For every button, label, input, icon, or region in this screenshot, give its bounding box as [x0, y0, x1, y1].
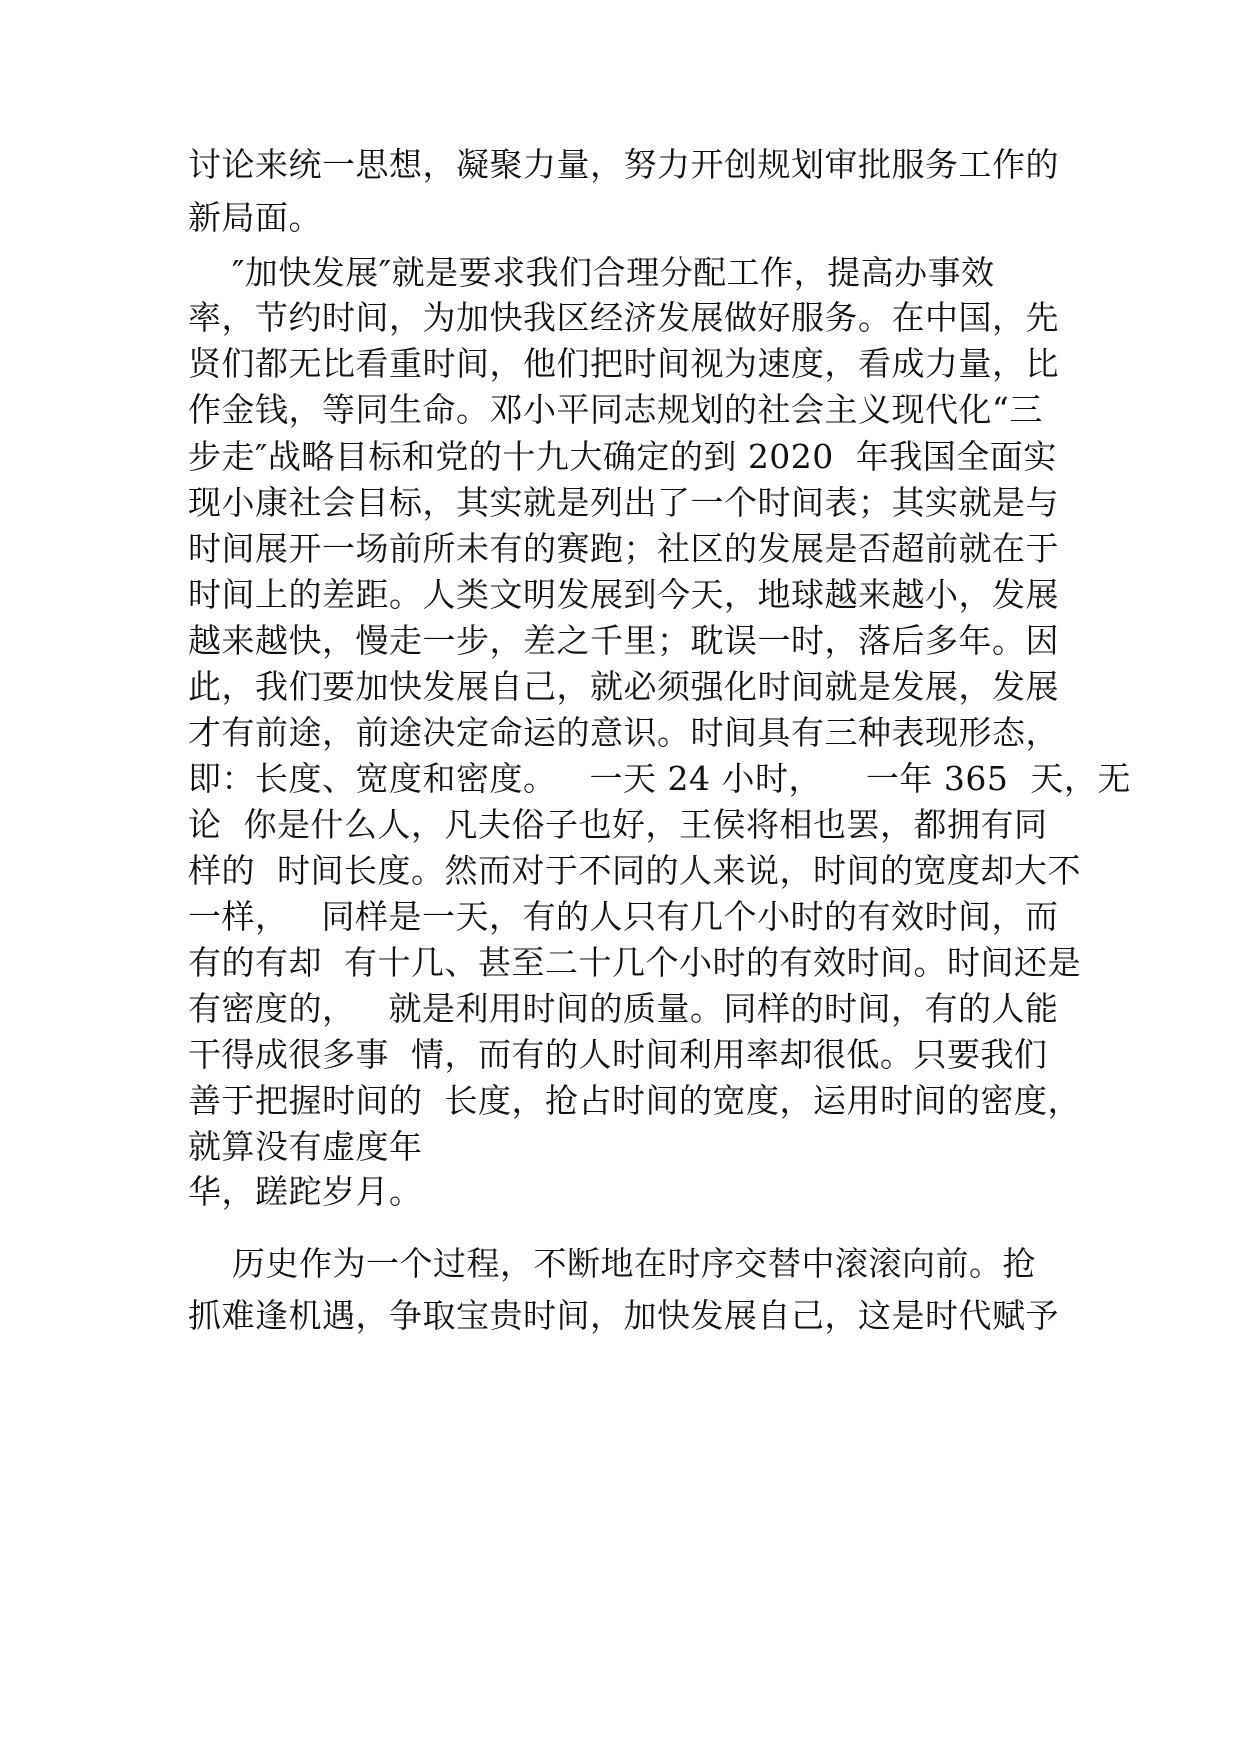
text-line: 干得成很多事 情，而有的人时间利用率却很低。只要我们	[188, 1035, 1048, 1074]
text-line: 华，蹉跎岁月。	[188, 1172, 423, 1211]
text-line: 才有前途，前途决定命运的意识。时间具有三种表现形态，	[188, 713, 1059, 752]
text-line: 有的有却 有十几、甚至二十几个小时的有效时间。时间还是	[188, 943, 1081, 982]
text-line: 时间上的差距。人类文明发展到今天，地球越来越小，发展	[188, 575, 1059, 614]
text-line: 新局面。	[188, 198, 322, 237]
text-line: 论 你是什么人，凡夫俗子也好，王侯将相也罢，都拥有同	[188, 805, 1048, 844]
text-line: 率，节约时间，为加快我区经济发展做好服务。在中国，先	[188, 298, 1059, 337]
text-line: 步走″战略目标和党的十九大确定的到 2020 年我国全面实	[188, 437, 1057, 476]
text-line: 就算没有虚度年	[188, 1127, 423, 1166]
text-line: 作金钱，等同生命。邓小平同志规划的社会主义现代化“三	[188, 390, 1043, 429]
text-line: 有密度的， 就是利用时间的质量。同样的时间，有的人能	[188, 989, 1059, 1028]
text-line: 时间展开一场前所未有的赛跑；社区的发展是否超前就在于	[188, 529, 1059, 568]
text-line: ″加快发展″就是要求我们合理分配工作，提高办事效	[188, 253, 995, 292]
text-line: 抓难逢机遇，争取宝贵时间，加快发展自己，这是时代赋予	[188, 1296, 1059, 1335]
text-line: 越来越快，慢走一步，差之千里；耽误一时，落后多年。因	[188, 621, 1059, 660]
text-line: 讨论来统一思想，凝聚力量，努力开创规划审批服务工作的	[188, 145, 1059, 184]
text-line: 贤们都无比看重时间，他们把时间视为速度，看成力量，比	[188, 344, 1059, 383]
text-line: 历史作为一个过程，不断地在时序交替中滚滚向前。抢	[188, 1244, 1036, 1283]
text-line: 样的 时间长度。然而对于不同的人来说，时间的宽度却大不	[188, 851, 1081, 890]
text-line: 即：长度、宽度和密度。 一天 24 小时， 一年 365 天，无	[188, 759, 1131, 798]
text-line: 此，我们要加快发展自己，就必须强化时间就是发展，发展	[188, 667, 1059, 706]
text-line: 现小康社会目标，其实就是列出了一个时间表；其实就是与	[188, 483, 1059, 522]
text-line: 一样， 同样是一天，有的人只有几个小时的有效时间，而	[188, 897, 1059, 936]
text-line: 善于把握时间的 长度，抢占时间的宽度，运用时间的密度，	[188, 1081, 1081, 1120]
